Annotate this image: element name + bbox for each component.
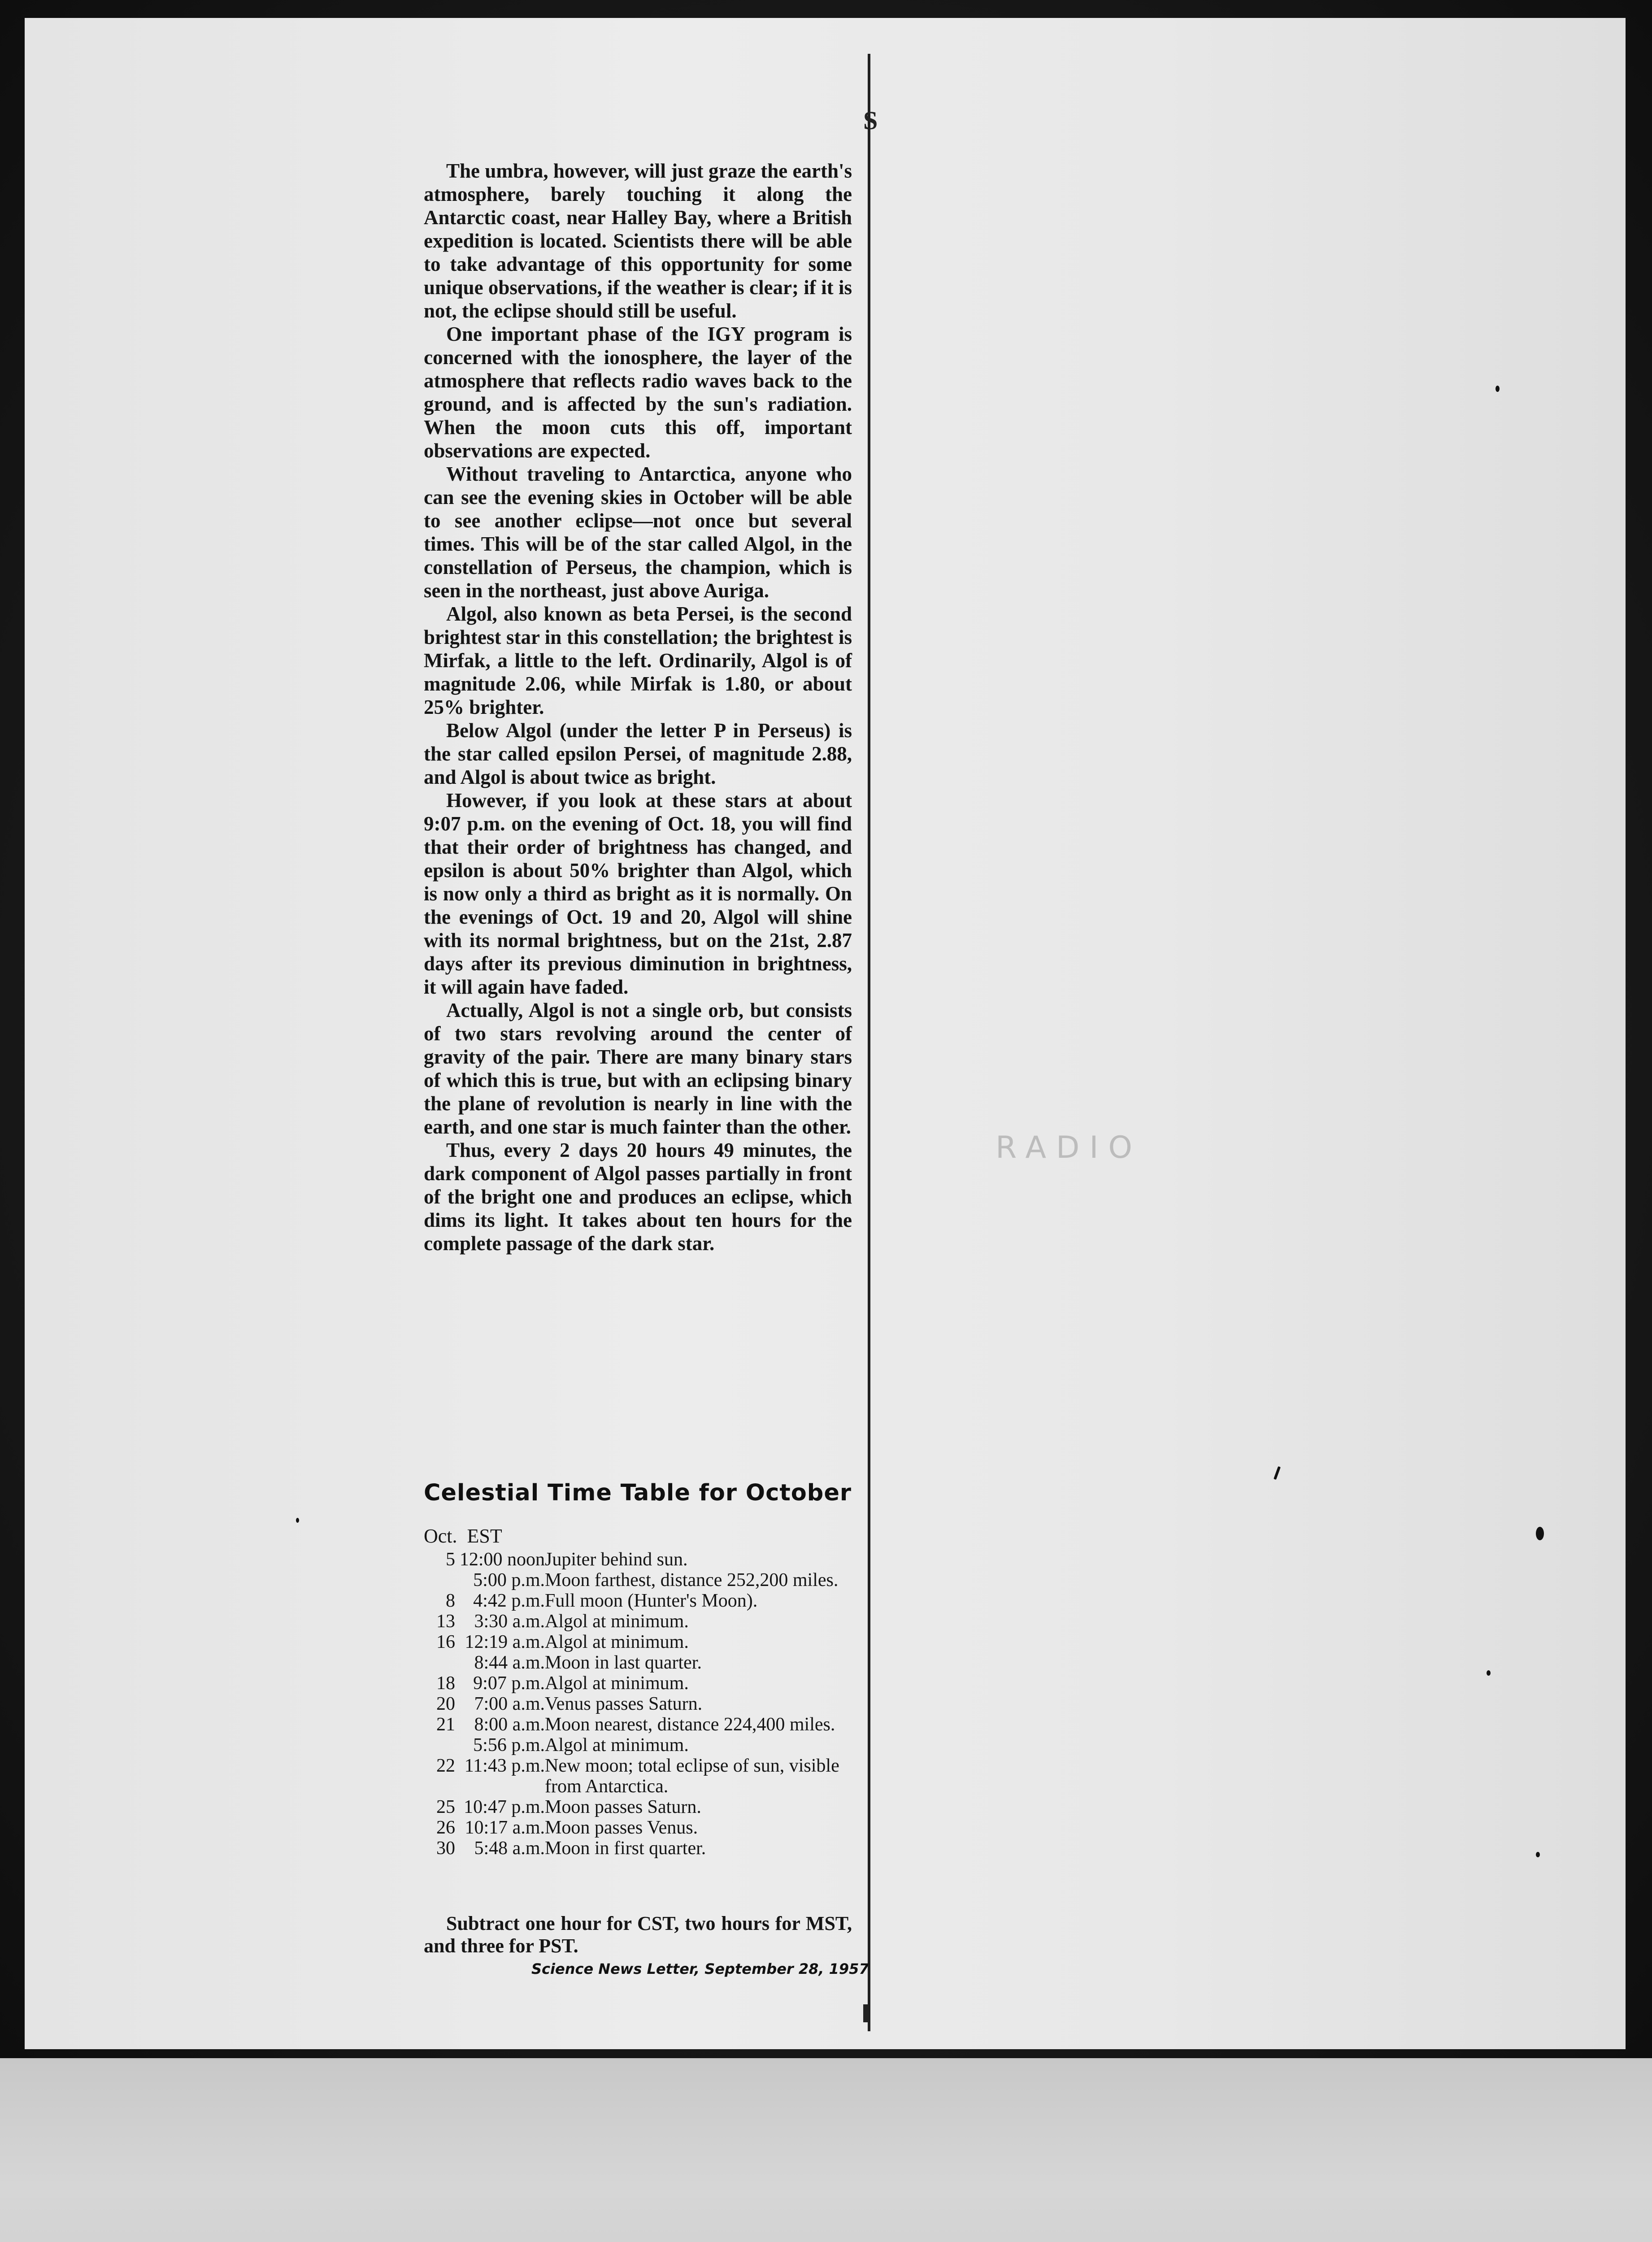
timetable-event: Venus passes Saturn. <box>545 1694 703 1714</box>
timetable-date: 21 <box>436 1714 455 1735</box>
timetable-date <box>424 1652 455 1673</box>
timetable-row <box>424 1652 854 1673</box>
article-paragraph: Thus, every 2 days 20 hours 49 minutes, the dark component of Algol passes partially in front of the bright one and produces an eclipse, which dims its light. It takes about ten hours for the complete passage of the dark star. <box>424 1139 852 1255</box>
timetable-date: 25 <box>436 1797 455 1817</box>
timetable-event: Algol at minimum. <box>545 1735 689 1755</box>
timetable-time: 4:42 p.m. <box>473 1590 545 1611</box>
timetable-row <box>424 1549 854 1570</box>
timetable-date: 18 <box>436 1673 455 1694</box>
copy-stand-surface <box>0 2058 1652 2242</box>
timetable-date: 30 <box>436 1838 455 1859</box>
timetable-event: Moon in last quarter. <box>545 1652 702 1673</box>
timetable-date: 5 <box>446 1549 455 1570</box>
timetable-row <box>424 1570 854 1590</box>
article-paragraph: The umbra, however, will just graze the earth's atmosphere, barely touching it along the Antarctic coast, near Halley Bay, where a British expedition is located. Scientists there will be able to take advantage of this opportunity for some unique observations, if the weather is clear; if it is not, the eclipse should still be useful. <box>424 160 852 322</box>
timetable-time: 10:17 a.m. <box>465 1817 545 1838</box>
timetable-date <box>424 1735 455 1755</box>
timetable-header <box>424 1525 502 1547</box>
timetable-row <box>424 1632 854 1652</box>
timetable-event: Algol at minimum. <box>545 1611 689 1632</box>
timetable-date <box>424 1570 455 1590</box>
article-paragraph: One important phase of the IGY program is concerned with the ionosphere, the layer of the atmosphere that reflects radio waves back to the ground, and is affected by the sun's radiation. When the moon cuts this off, important observations are expected. <box>424 323 852 462</box>
timetable-event: Moon farthest, distance 252,200 miles. <box>545 1570 839 1590</box>
timetable-date: 26 <box>436 1817 455 1838</box>
timetable-event: Moon passes Saturn. <box>545 1797 701 1817</box>
timetable-time: 8:44 a.m. <box>474 1652 545 1673</box>
article-paragraph: However, if you look at these stars at about 9:07 p.m. on the evening of Oct. 18, you will find that their order of brightness has changed, and epsilon is about 50% brighter than Algol, which is now only a third as bright as it is normally. On the evenings of Oct. 19 and 20, Algol will shine with its normal brightness, but on the 21st, 2.87 days after its previous diminution in brightness, it will again have faded. <box>424 789 852 998</box>
timetable-row <box>424 1817 854 1838</box>
timetable-event: Moon passes Venus. <box>545 1817 698 1838</box>
timetable-time: 5:48 a.m. <box>474 1838 545 1859</box>
timetable-row <box>424 1714 854 1735</box>
source-credit: Science News Letter, September 28, 1957 <box>531 1960 869 1977</box>
column-rule <box>868 54 870 2031</box>
article-paragraph: Algol, also known as beta Persei, is the second brightest star in this constellation; the brightest is Mirfak, a little to the left. Ordinarily, Algol is of magnitude 2.06, while Mirfak is 1.80, or about 25% brighter. <box>424 603 852 718</box>
timetable-date: 8 <box>446 1590 455 1611</box>
timetable-event: Jupiter behind sun. <box>545 1549 688 1570</box>
timetable-event: Moon nearest, distance 224,400 miles. <box>545 1714 835 1735</box>
timetable-row <box>424 1838 854 1859</box>
timetable-date: 22 <box>436 1755 455 1776</box>
timetable-event: New moon; total eclipse of sun, visible from Antarctica. <box>545 1755 839 1797</box>
timetable-date: 20 <box>436 1694 455 1714</box>
timetable-time: 7:00 a.m. <box>474 1694 545 1714</box>
timetable-row <box>424 1735 854 1755</box>
timetable-time: 5:56 p.m. <box>473 1735 545 1755</box>
article-column <box>424 159 852 1255</box>
timetable-event: Moon in first quarter. <box>545 1838 706 1859</box>
timetable-date: 13 <box>436 1611 455 1632</box>
timetable-row <box>424 1611 854 1632</box>
bleed-through-heading: RADIO <box>996 1130 1142 1165</box>
timetable-time: 3:30 a.m. <box>474 1611 545 1632</box>
timetable-col-date: Oct. <box>424 1525 457 1547</box>
article-paragraph: Without traveling to Antarctica, anyone who can see the evening skies in October will be able to see another eclipse—not once but several times. This will be of the star called Algol, in the constellation of Perseus, the champion, which is seen in the northeast, just above Auriga. <box>424 463 852 602</box>
timetable-time: 5:00 p.m. <box>473 1570 545 1590</box>
timetable-time: 10:47 p.m. <box>464 1797 545 1817</box>
timetable-row <box>424 1590 854 1611</box>
timetable-row <box>424 1797 854 1817</box>
timetable-event: Full moon (Hunter's Moon). <box>545 1590 758 1611</box>
article-paragraph: Below Algol (under the letter P in Perseus) is the star called epsilon Persei, of magnitude 2.88, and Algol is about twice as bright. <box>424 719 852 788</box>
timetable-date: 16 <box>436 1632 455 1652</box>
timetable-row <box>424 1694 854 1714</box>
timetable-time: 11:43 p.m. <box>464 1755 545 1776</box>
timetable-event: Algol at minimum. <box>545 1632 689 1652</box>
timetable-time: 12:19 a.m. <box>465 1632 545 1652</box>
timetable-col-time: EST <box>467 1525 502 1547</box>
column-rule-end <box>863 2004 869 2022</box>
corner-letter: S <box>863 106 878 135</box>
timetable-event: Algol at minimum. <box>545 1673 689 1694</box>
timetable-time: 9:07 p.m. <box>473 1673 545 1694</box>
timetable-title: Celestial Time Table for October <box>424 1480 852 1506</box>
timetable-row <box>424 1755 854 1797</box>
timezone-note: Subtract one hour for CST, two hours for MST, and three for PST. <box>424 1912 852 1957</box>
timetable-time: 12:00 noon <box>459 1549 545 1570</box>
article-paragraph: Actually, Algol is not a single orb, but consists of two stars revolving around the center of gravity of the pair. There are many binary stars of which this is true, but with an eclipsing binary the plane of revolution is nearly in line with the earth, and one star is much fainter than the other. <box>424 999 852 1138</box>
timetable <box>424 1549 854 1859</box>
timetable-row <box>424 1673 854 1694</box>
timetable-time: 8:00 a.m. <box>474 1714 545 1735</box>
